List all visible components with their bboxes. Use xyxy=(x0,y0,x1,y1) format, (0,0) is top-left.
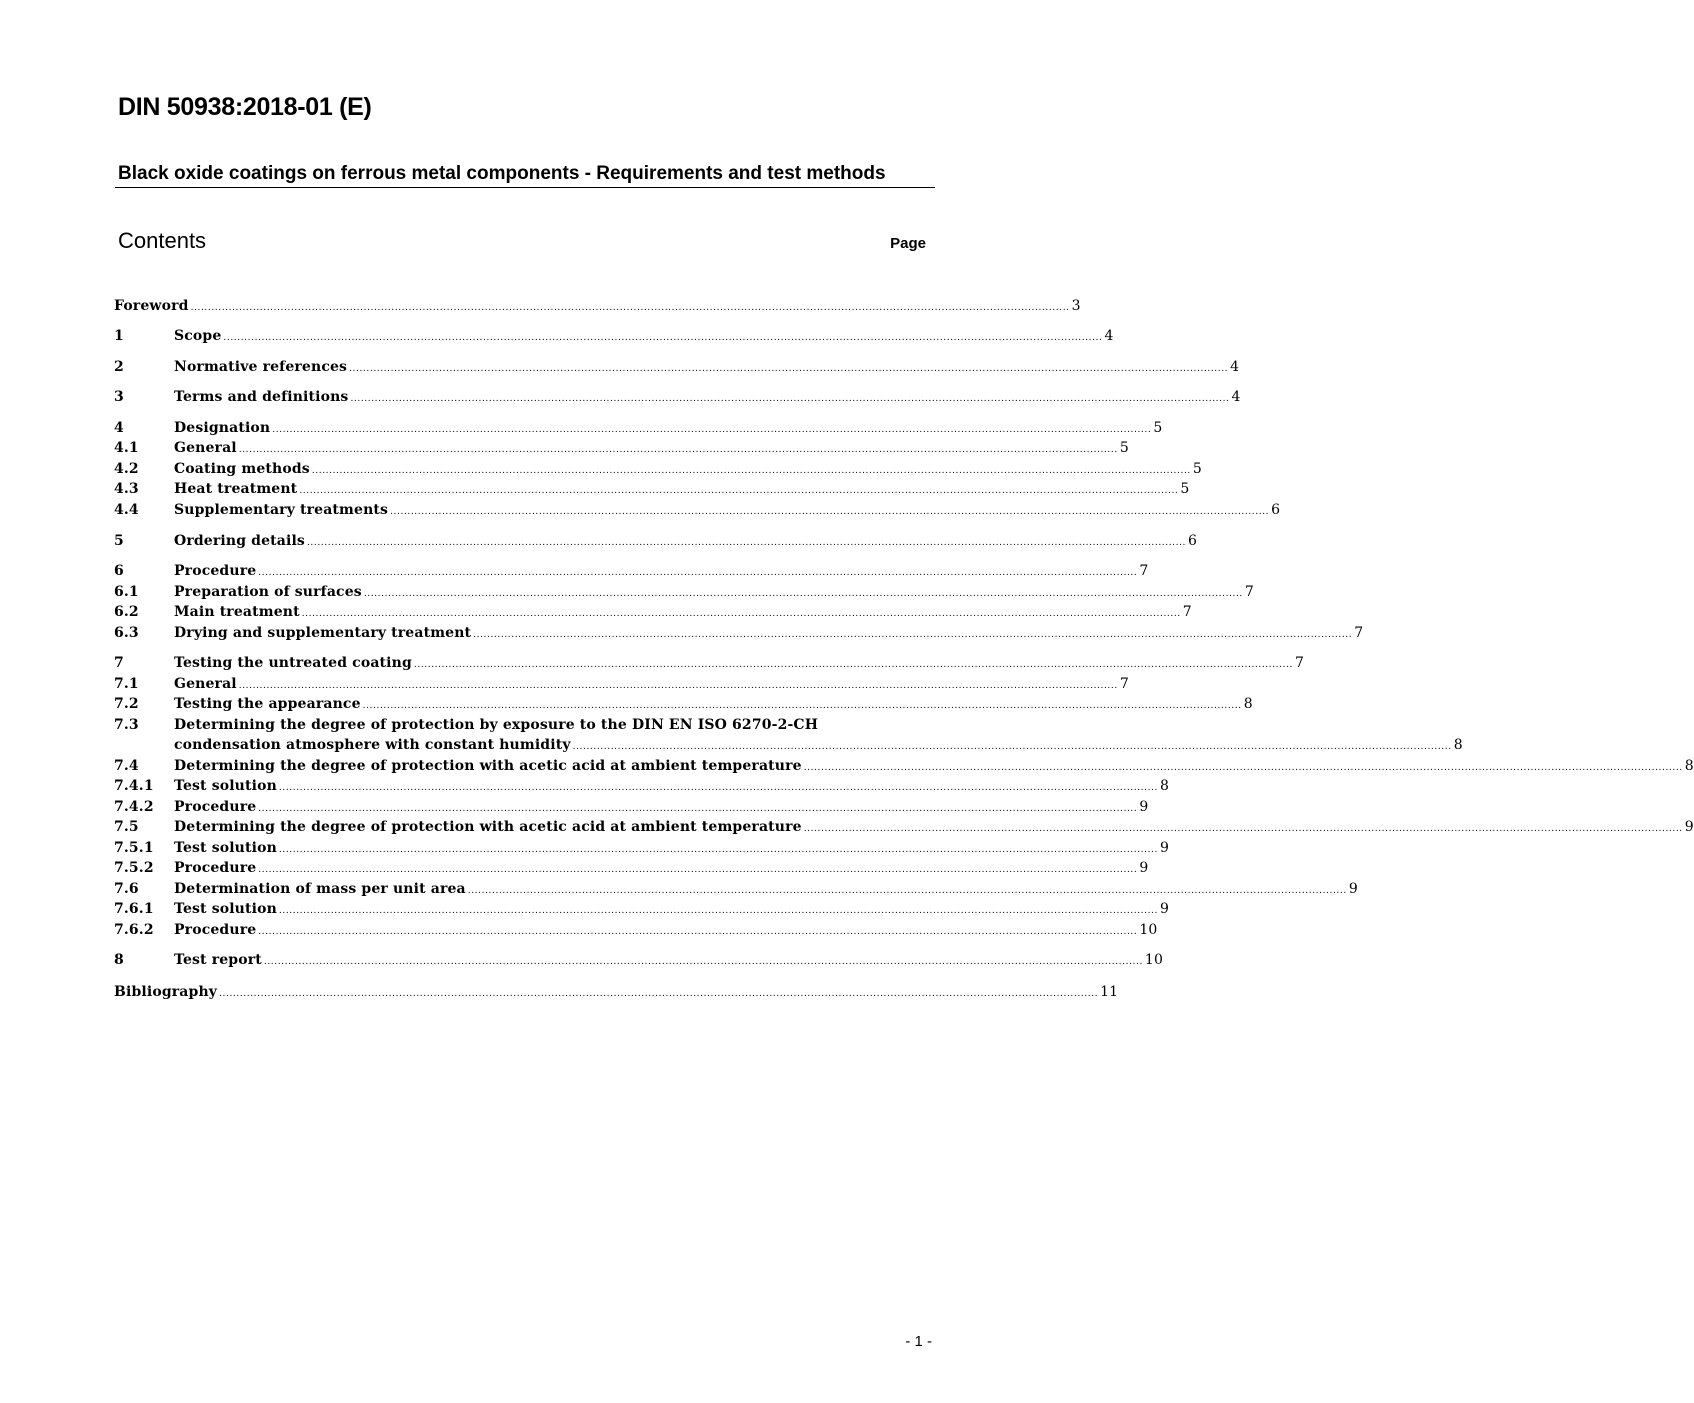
toc-entry-number: 7.5 xyxy=(114,819,139,835)
toc-entry-title: Preparation of surfaces xyxy=(174,584,362,600)
toc-dot-leader: .............................................................................................................................................................................................................................................................. xyxy=(572,742,1452,752)
toc-entry-page: 7 xyxy=(1294,655,1305,671)
toc-entry-title: Foreword xyxy=(114,298,189,314)
toc-entry-page: 9 xyxy=(1348,881,1358,897)
toc-entry-page: 5 xyxy=(1153,420,1163,436)
toc-entry-number: 7.3 xyxy=(114,717,139,733)
toc-entry-number: 7.4.1 xyxy=(114,778,154,794)
toc-entry-page: 9 xyxy=(1139,860,1149,876)
toc-entry-number: 7.5.1 xyxy=(114,840,154,856)
toc-entry-number: 6 xyxy=(114,563,124,579)
toc-entry[interactable] xyxy=(114,623,1364,643)
toc-dot-leader: .............................................................................................................................................................................................................................................................. xyxy=(349,364,1229,374)
toc-entry[interactable] xyxy=(114,418,1163,438)
toc-entry-page: 8 xyxy=(1159,778,1170,794)
toc-entry-number: 5 xyxy=(114,533,124,549)
toc-entry-title: Heat treatment xyxy=(174,481,298,497)
toc-entry-page: 5 xyxy=(1180,481,1190,497)
toc-entry[interactable] xyxy=(114,387,1241,407)
toc-entry-page: 8 xyxy=(1453,737,1463,753)
toc-entry[interactable] xyxy=(114,674,1129,694)
page-number: - 1 - xyxy=(905,1333,932,1350)
toc-entry-page: 6 xyxy=(1271,502,1281,518)
toc-entry-page: 7 xyxy=(1139,563,1149,579)
toc-entry-page: 6 xyxy=(1188,533,1198,549)
toc-entry-title: Testing the untreated coating xyxy=(174,655,412,671)
toc-dot-leader: .............................................................................................................................................................................................................................................................. xyxy=(272,425,1152,435)
toc-entry-number: 4.3 xyxy=(114,481,139,497)
toc-dot-leader: .............................................................................................................................................................................................................................................................. xyxy=(278,906,1158,916)
toc-entry[interactable] xyxy=(114,357,1240,377)
toc-dot-leader: .............................................................................................................................................................................................................................................................. xyxy=(803,824,1683,834)
toc-entry-title: Scope xyxy=(174,328,222,344)
toc-entry-number: 6.2 xyxy=(114,604,139,620)
toc-entry-number: 7.6.1 xyxy=(114,901,154,917)
toc-entry[interactable] xyxy=(114,531,1198,551)
toc-entry-page: 4 xyxy=(1230,359,1240,375)
toc-entry-number: 4.4 xyxy=(114,502,139,518)
toc-entry[interactable] xyxy=(114,561,1149,581)
toc-entry-title: condensation atmosphere with constant humidity xyxy=(174,737,571,753)
toc-dot-leader: .............................................................................................................................................................................................................................................................. xyxy=(363,589,1243,599)
contents-heading: Contents xyxy=(118,228,207,253)
toc-dot-leader: .............................................................................................................................................................................................................................................................. xyxy=(278,783,1158,793)
toc-entry[interactable] xyxy=(114,817,1694,837)
toc-entry-title: Coating methods xyxy=(174,461,310,477)
toc-dot-leader: .............................................................................................................................................................................................................................................................. xyxy=(258,568,1138,578)
document-id: DIN 50938:2018-01 (E) xyxy=(118,93,372,121)
toc-entry-number: 8 xyxy=(114,952,124,968)
toc-dot-leader: .............................................................................................................................................................................................................................................................. xyxy=(467,886,1347,896)
toc-entry-title: Test solution xyxy=(174,778,277,794)
toc-entry[interactable] xyxy=(114,500,1281,520)
toc-entry[interactable] xyxy=(114,582,1254,602)
toc-entry-title: Determining the degree of protection with acetic acid at ambient temperature xyxy=(174,819,802,835)
toc-entry[interactable] xyxy=(114,438,1129,458)
toc-entry-page: 9 xyxy=(1159,901,1170,917)
toc-dot-leader: .............................................................................................................................................................................................................................................................. xyxy=(223,333,1103,343)
toc-entry-title: Test solution xyxy=(174,901,277,917)
toc-entry-number: 1 xyxy=(114,328,124,344)
toc-entry-title: Test solution xyxy=(174,840,277,856)
toc-dot-leader: .............................................................................................................................................................................................................................................................. xyxy=(238,445,1118,455)
toc-entry-number: 4 xyxy=(114,420,124,436)
toc-entry-number: 7.6 xyxy=(114,881,139,897)
toc-dot-leader: .............................................................................................................................................................................................................................................................. xyxy=(413,660,1293,670)
toc-entry-page: 7 xyxy=(1244,584,1254,600)
toc-dot-leader: .............................................................................................................................................................................................................................................................. xyxy=(190,303,1070,313)
toc-dot-leader: .............................................................................................................................................................................................................................................................. xyxy=(362,701,1242,711)
toc-entry-title: Determining the degree of protection with acetic acid at ambient temperature xyxy=(174,758,802,774)
toc-dot-leader: .............................................................................................................................................................................................................................................................. xyxy=(299,486,1179,496)
toc-entry-number: 6.1 xyxy=(114,584,139,600)
toc-entry-title: Testing the appearance xyxy=(174,696,361,712)
toc-entry-title: Procedure xyxy=(174,799,257,815)
toc-entry-number: 7.4 xyxy=(114,758,139,774)
toc-entry-page: 11 xyxy=(1100,984,1119,1000)
toc-entry[interactable] xyxy=(114,879,1358,899)
subtitle-rule xyxy=(115,187,935,188)
toc-entry[interactable] xyxy=(114,326,1114,346)
toc-entry-number: 7.5.2 xyxy=(114,860,154,876)
toc-entry[interactable] xyxy=(114,950,1164,970)
toc-dot-leader: .............................................................................................................................................................................................................................................................. xyxy=(803,763,1683,773)
toc-entry-number: 7 xyxy=(114,655,124,671)
toc-entry-number: 2 xyxy=(114,359,124,375)
toc-entry[interactable] xyxy=(114,797,1149,817)
toc-entry-page: 4 xyxy=(1104,328,1114,344)
toc-entry[interactable] xyxy=(114,920,1158,940)
toc-dot-leader: .............................................................................................................................................................................................................................................................. xyxy=(350,394,1230,404)
toc-entry-number: 7.6.2 xyxy=(114,922,154,938)
toc-dot-leader: .............................................................................................................................................................................................................................................................. xyxy=(258,927,1138,937)
toc-entry-title: Main treatment xyxy=(174,604,300,620)
toc-entry[interactable] xyxy=(114,858,1149,878)
toc-entry-number: 7.4.2 xyxy=(114,799,154,815)
toc-entry-title: Designation xyxy=(174,420,271,436)
toc-entry-page: 8 xyxy=(1243,696,1253,712)
toc-entry-number: 4.2 xyxy=(114,461,139,477)
toc-entry[interactable] xyxy=(114,479,1190,499)
toc-entry-number: 7.1 xyxy=(114,676,139,692)
toc-entry-page: 9 xyxy=(1684,819,1694,835)
toc-entry[interactable] xyxy=(114,694,1253,714)
toc-entry-page: 5 xyxy=(1119,440,1129,456)
toc-entry-title: Ordering details xyxy=(174,533,305,549)
toc-dot-leader: .............................................................................................................................................................................................................................................................. xyxy=(311,466,1191,476)
document-subtitle: Black oxide coatings on ferrous metal components - Requirements and test methods xyxy=(118,163,886,184)
toc-entry-page: 9 xyxy=(1139,799,1149,815)
toc-entry-number: 7.2 xyxy=(114,696,139,712)
toc-entry-page: 10 xyxy=(1144,952,1164,968)
toc-dot-leader: .............................................................................................................................................................................................................................................................. xyxy=(258,865,1138,875)
toc-dot-leader: .............................................................................................................................................................................................................................................................. xyxy=(219,989,1099,999)
toc-entry[interactable] xyxy=(114,459,1202,479)
toc-entry-title: Normative references xyxy=(174,359,348,375)
toc-entry[interactable] xyxy=(114,776,1170,796)
toc-dot-leader: .............................................................................................................................................................................................................................................................. xyxy=(306,538,1187,548)
toc-dot-leader: .............................................................................................................................................................................................................................................................. xyxy=(263,957,1143,967)
toc-entry-title: Determining the degree of protection by exposure to the DIN EN ISO 6270-2-CH xyxy=(174,717,819,733)
toc-entry-number: 6.3 xyxy=(114,625,139,641)
toc-entry[interactable] xyxy=(114,982,1119,1002)
page-column-label: Page xyxy=(890,235,926,252)
toc-entry-number: 4.1 xyxy=(114,440,139,456)
toc-entry-continuation[interactable] xyxy=(114,735,1463,755)
toc-entry-title: Bibliography xyxy=(114,984,218,1000)
toc-entry-title: General xyxy=(174,440,237,456)
toc-entry[interactable] xyxy=(114,653,1305,673)
toc-entry-page: 3 xyxy=(1071,298,1081,314)
toc-entry-title: Drying and supplementary treatment xyxy=(174,625,472,641)
toc-entry-page: 8 xyxy=(1684,758,1694,774)
toc-entry-title: Procedure xyxy=(174,860,257,876)
toc-dot-leader: .............................................................................................................................................................................................................................................................. xyxy=(473,630,1353,640)
toc-entry-page: 5 xyxy=(1192,461,1202,477)
toc-entry-title: Test report xyxy=(174,952,262,968)
toc-entry-title: Procedure xyxy=(174,922,257,938)
toc-entry-title: Terms and definitions xyxy=(174,389,349,405)
toc-entry-page: 7 xyxy=(1119,676,1129,692)
toc-entry[interactable] xyxy=(114,756,1694,776)
toc-entry-title: Supplementary treatments xyxy=(174,502,389,518)
toc-entry-page: 7 xyxy=(1354,625,1364,641)
toc-entry-page: 9 xyxy=(1159,840,1170,856)
toc-entry-number: 3 xyxy=(114,389,124,405)
toc-entry-page: 10 xyxy=(1139,922,1158,938)
toc-dot-leader: .............................................................................................................................................................................................................................................................. xyxy=(238,681,1118,691)
toc-dot-leader: .............................................................................................................................................................................................................................................................. xyxy=(258,804,1138,814)
toc-entry[interactable] xyxy=(114,899,1170,919)
toc-dot-leader: .............................................................................................................................................................................................................................................................. xyxy=(390,507,1270,517)
toc-entry[interactable] xyxy=(114,715,927,735)
toc-entry-title: Determination of mass per unit area xyxy=(174,881,466,897)
toc-entry[interactable] xyxy=(114,838,1170,858)
toc-dot-leader: .............................................................................................................................................................................................................................................................. xyxy=(301,609,1181,619)
toc-entry-page: 4 xyxy=(1231,389,1241,405)
toc-entry-title: General xyxy=(174,676,237,692)
toc-entry[interactable] xyxy=(114,602,1192,622)
toc-entry[interactable] xyxy=(114,296,1081,316)
toc-entry-title: Procedure xyxy=(174,563,257,579)
toc-entry-page: 7 xyxy=(1182,604,1192,620)
toc-dot-leader: .............................................................................................................................................................................................................................................................. xyxy=(278,845,1158,855)
